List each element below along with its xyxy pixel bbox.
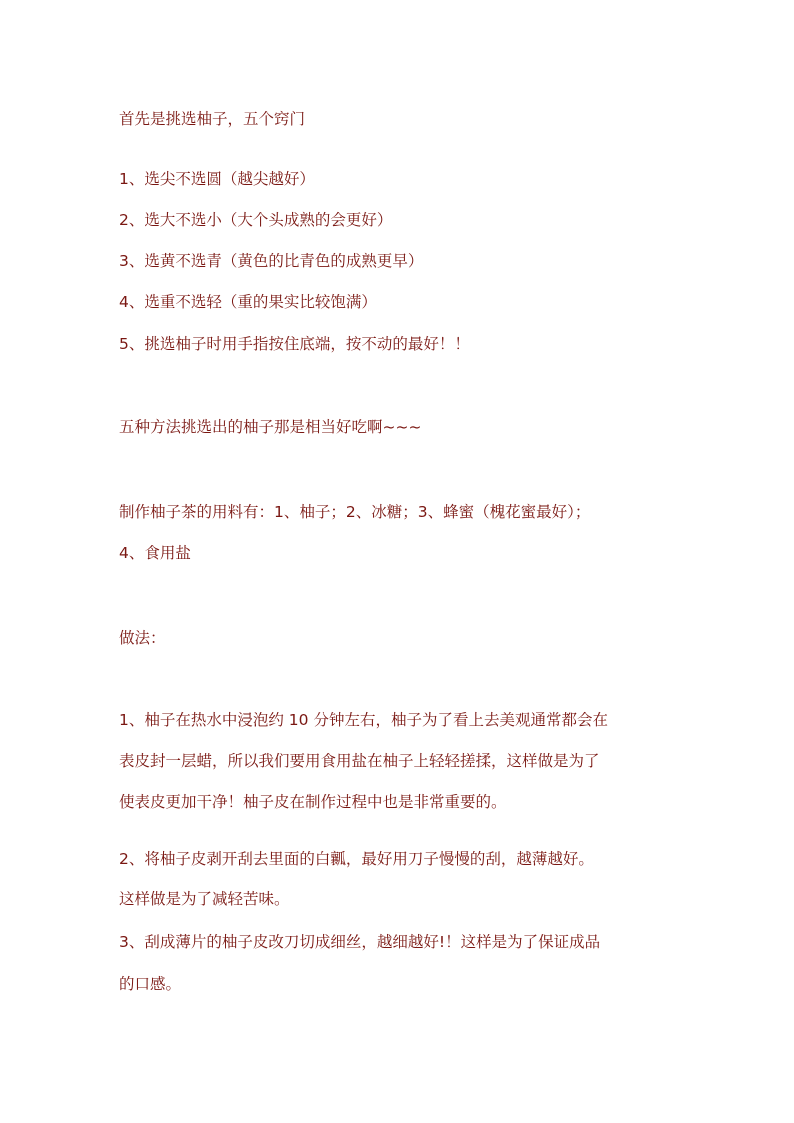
method-heading: 做法：	[119, 629, 166, 647]
step-1-line-3: 使表皮更加干净！柚子皮在制作过程中也是非常重要的。	[119, 793, 507, 811]
step-1-line-1: 1、柚子在热水中浸泡约 10 分钟左右，柚子为了看上去美观通常都会在	[119, 711, 608, 729]
intro-text: 首先是挑选柚子，五个窍门	[119, 110, 306, 128]
tip-3: 3、选黄不选青（黄色的比青色的成熟更早）	[119, 252, 424, 270]
tip-4: 4、选重不选轻（重的果实比较饱满）	[119, 293, 377, 311]
step-2-line-2: 这样做是为了减轻苦味。	[119, 890, 290, 908]
ingredients-line-2: 4、食用盐	[119, 544, 191, 562]
ingredients-line-1: 制作柚子茶的用料有：1、柚子；2、冰糖；3、蜂蜜（槐花蜜最好）；	[119, 503, 591, 521]
tip-1: 1、选尖不选圆（越尖越好）	[119, 170, 315, 188]
step-1-line-2: 表皮封一层蜡，所以我们要用食用盐在柚子上轻轻搓揉，这样做是为了	[119, 752, 600, 770]
tip-2: 2、选大不选小（大个头成熟的会更好）	[119, 211, 393, 229]
tip-5: 5、挑选柚子时用手指按住底端，按不动的最好！！	[119, 335, 470, 353]
step-2-line-1: 2、将柚子皮剥开刮去里面的白瓤，最好用刀子慢慢的刮，越薄越好。	[119, 850, 594, 868]
step-3-line-2: 的口感。	[119, 975, 182, 993]
summary-text: 五种方法挑选出的柚子那是相当好吃啊~~~	[119, 418, 422, 436]
step-3-line-1: 3、刮成薄片的柚子皮改刀切成细丝，越细越好!！这样是为了保证成品	[119, 933, 601, 951]
